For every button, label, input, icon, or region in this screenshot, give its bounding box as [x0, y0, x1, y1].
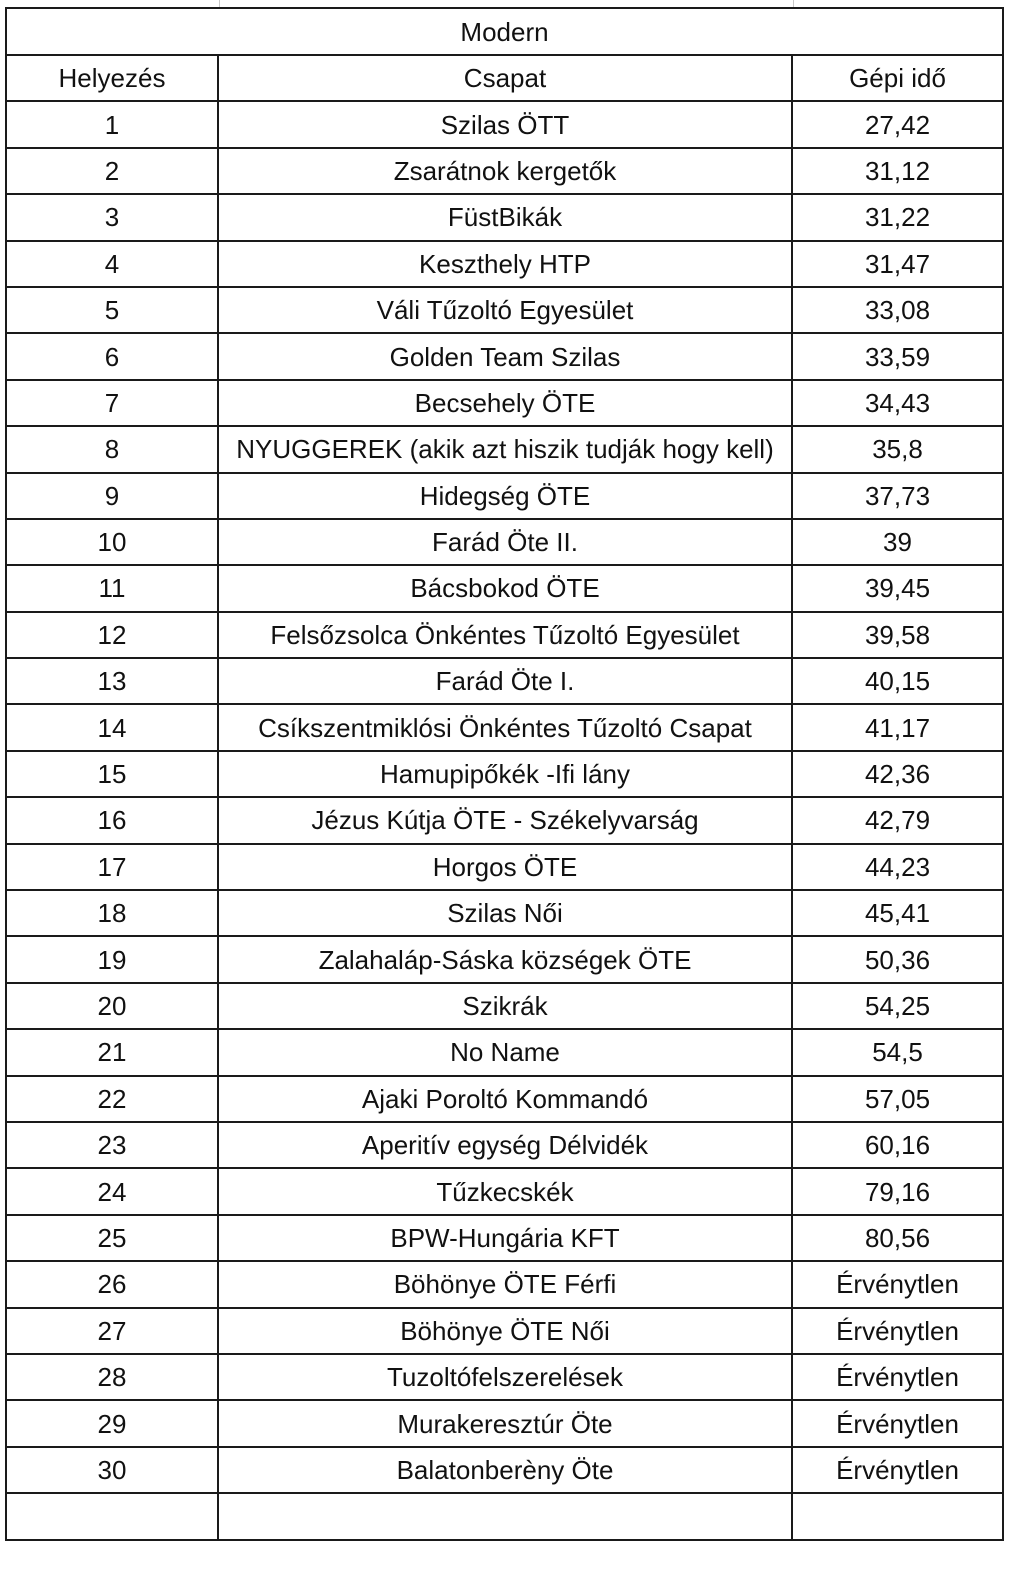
cell-rank: 30: [6, 1447, 218, 1493]
cell-rank: 26: [6, 1261, 218, 1307]
cell-team: Murakeresztúr Öte: [218, 1400, 792, 1446]
cell-rank: 7: [6, 380, 218, 426]
cell-team: Hamupipőkék -Ifi lány: [218, 751, 792, 797]
cell-time: 27,42: [792, 101, 1003, 147]
table-row: [6, 101, 1003, 147]
cell-team: Farád Öte II.: [218, 519, 792, 565]
cell-team: Horgos ÖTE: [218, 844, 792, 890]
cell-rank: 23: [6, 1122, 218, 1168]
table-row: [6, 1168, 1003, 1214]
cell-team: Balatonberèny Öte: [218, 1447, 792, 1493]
cell-team: [218, 1493, 792, 1539]
cell-team: Becsehely ÖTE: [218, 380, 792, 426]
cell-rank: 9: [6, 473, 218, 519]
cell-rank: 14: [6, 704, 218, 750]
cell-rank: 6: [6, 333, 218, 379]
cell-rank: [6, 1493, 218, 1539]
cell-rank: 8: [6, 426, 218, 472]
cell-rank: 10: [6, 519, 218, 565]
table-row: [6, 194, 1003, 240]
cell-team: Szilas Női: [218, 890, 792, 936]
cell-time: Érvénytlen: [792, 1400, 1003, 1446]
table-row: [6, 983, 1003, 1029]
cell-team: Tűzkecskék: [218, 1168, 792, 1214]
cell-team: Bácsbokod ÖTE: [218, 565, 792, 611]
cell-team: Aperitív egység Délvidék: [218, 1122, 792, 1168]
header-rank: Helyezés: [6, 55, 218, 101]
cell-time: 42,79: [792, 797, 1003, 843]
table-header-row: [6, 55, 1003, 101]
results-table: [5, 7, 1004, 1541]
table-row: [6, 241, 1003, 287]
cell-rank: 27: [6, 1308, 218, 1354]
cell-rank: 17: [6, 844, 218, 890]
table-row: [6, 1215, 1003, 1261]
cell-time: Érvénytlen: [792, 1447, 1003, 1493]
cell-time: 45,41: [792, 890, 1003, 936]
cell-rank: 3: [6, 194, 218, 240]
table-row: [6, 1400, 1003, 1446]
cell-team: No Name: [218, 1029, 792, 1075]
cell-rank: 20: [6, 983, 218, 1029]
cell-team: BPW-Hungária KFT: [218, 1215, 792, 1261]
cell-time: [792, 1493, 1003, 1539]
cell-rank: 16: [6, 797, 218, 843]
cell-team: Váli Tűzoltó Egyesület: [218, 287, 792, 333]
table-row: [6, 148, 1003, 194]
cell-rank: 11: [6, 565, 218, 611]
cell-time: Érvénytlen: [792, 1354, 1003, 1400]
cell-team: Felsőzsolca Önkéntes Tűzoltó Egyesület: [218, 612, 792, 658]
cell-team: Szilas ÖTT: [218, 101, 792, 147]
header-time: Gépi idő: [792, 55, 1003, 101]
cell-rank: 24: [6, 1168, 218, 1214]
table-row: [6, 1029, 1003, 1075]
cell-team: Tuzoltófelszerelések: [218, 1354, 792, 1400]
table-row: [6, 936, 1003, 982]
cell-time: 54,25: [792, 983, 1003, 1029]
cell-team: Farád Öte I.: [218, 658, 792, 704]
table-row: [6, 658, 1003, 704]
cell-time: 41,17: [792, 704, 1003, 750]
cell-rank: 22: [6, 1076, 218, 1122]
cell-time: 50,36: [792, 936, 1003, 982]
cell-time: 37,73: [792, 473, 1003, 519]
cell-time: 39: [792, 519, 1003, 565]
cell-time: 31,47: [792, 241, 1003, 287]
cell-time: 39,45: [792, 565, 1003, 611]
cell-rank: 5: [6, 287, 218, 333]
cell-rank: 1: [6, 101, 218, 147]
table-row: [6, 287, 1003, 333]
table-row: [6, 565, 1003, 611]
cell-team: Böhönye ÖTE Női: [218, 1308, 792, 1354]
cell-team: FüstBikák: [218, 194, 792, 240]
table-row: [6, 1076, 1003, 1122]
table-row: [6, 1308, 1003, 1354]
cell-team: Zalahaláp-Sáska községek ÖTE: [218, 936, 792, 982]
cell-time: Érvénytlen: [792, 1261, 1003, 1307]
cell-team: Zsarátnok kergetők: [218, 148, 792, 194]
cell-team: Szikrák: [218, 983, 792, 1029]
table-row: [6, 844, 1003, 890]
cell-time: 57,05: [792, 1076, 1003, 1122]
cell-time: 80,56: [792, 1215, 1003, 1261]
table-row: [6, 751, 1003, 797]
table-row: [6, 473, 1003, 519]
cell-rank: 28: [6, 1354, 218, 1400]
table-row: [6, 1122, 1003, 1168]
cell-rank: 18: [6, 890, 218, 936]
header-team: Csapat: [218, 55, 792, 101]
cell-time: 54,5: [792, 1029, 1003, 1075]
table-row: [6, 890, 1003, 936]
table-row: [6, 333, 1003, 379]
table-title: Modern: [6, 8, 1003, 55]
cell-time: 39,58: [792, 612, 1003, 658]
table-row: [6, 519, 1003, 565]
table-row: [6, 426, 1003, 472]
cell-team: Keszthely HTP: [218, 241, 792, 287]
cell-rank: 21: [6, 1029, 218, 1075]
cell-rank: 19: [6, 936, 218, 982]
cell-time: 60,16: [792, 1122, 1003, 1168]
table-row: [6, 612, 1003, 658]
cell-time: 33,59: [792, 333, 1003, 379]
table-row: [6, 797, 1003, 843]
cell-time: 33,08: [792, 287, 1003, 333]
cell-team: Ajaki Poroltó Kommandó: [218, 1076, 792, 1122]
cell-team: Jézus Kútja ÖTE - Székelyvarság: [218, 797, 792, 843]
cell-rank: 29: [6, 1400, 218, 1446]
table-row: [6, 380, 1003, 426]
table-row: [6, 1447, 1003, 1493]
cell-rank: 12: [6, 612, 218, 658]
cell-team: Csíkszentmiklósi Önkéntes Tűzoltó Csapat: [218, 704, 792, 750]
cell-rank: 2: [6, 148, 218, 194]
cell-rank: 4: [6, 241, 218, 287]
cell-time: 35,8: [792, 426, 1003, 472]
table-row: [6, 1261, 1003, 1307]
table-title-row: [6, 8, 1003, 55]
cell-time: 79,16: [792, 1168, 1003, 1214]
table-row: [6, 1354, 1003, 1400]
cell-rank: 13: [6, 658, 218, 704]
cell-team: NYUGGEREK (akik azt hiszik tudják hogy kell): [218, 426, 792, 472]
cell-time: 31,12: [792, 148, 1003, 194]
cell-time: 44,23: [792, 844, 1003, 890]
cell-rank: 25: [6, 1215, 218, 1261]
cell-time: Érvénytlen: [792, 1308, 1003, 1354]
cell-team: Böhönye ÖTE Férfi: [218, 1261, 792, 1307]
cell-time: 40,15: [792, 658, 1003, 704]
cell-team: Golden Team Szilas: [218, 333, 792, 379]
cell-time: 42,36: [792, 751, 1003, 797]
table-row: [6, 704, 1003, 750]
cell-rank: 15: [6, 751, 218, 797]
table-row: [6, 1493, 1003, 1539]
cell-team: Hidegség ÖTE: [218, 473, 792, 519]
cell-time: 31,22: [792, 194, 1003, 240]
cell-time: 34,43: [792, 380, 1003, 426]
